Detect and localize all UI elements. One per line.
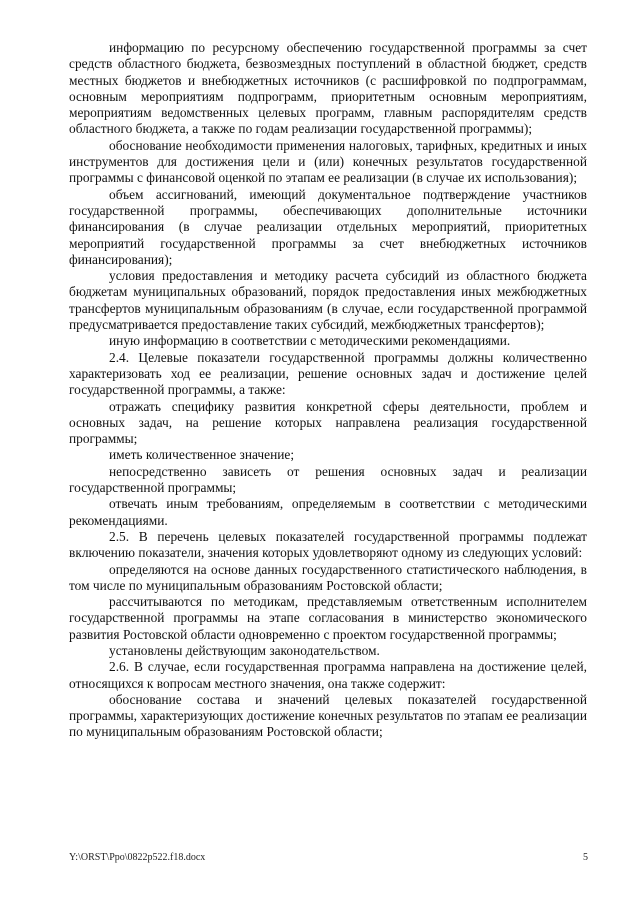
paragraph: иную информацию в соответствии с методическими рекомендациями. xyxy=(109,333,511,349)
paragraph: определяются на основе данных государственного статистического наблюдения, в том числе по муниципальным образованиям Ростовской области; xyxy=(69,561,587,593)
paragraph: отвечать иным требованиям, определяемым в соответствии с методическими рекомендациями. xyxy=(69,496,587,528)
paragraph: обоснование необходимости применения налоговых, тарифных, кредитных и иных инструментов для достижения цели и (или) конечных результатов государственной программы с финансовой оценкой по этапам ее реализации (в случае их использования); xyxy=(69,137,587,186)
paragraph: обоснование состава и значений целевых показателей государственной программы, характеризующих достижение конечных результатов по этапам ее реализации по муниципальным образованиям Ростовской области; xyxy=(69,691,587,740)
paragraph: информацию по ресурсному обеспечению государственной программы за счет средств областного бюджета, безвозмездных поступлений в областной бюджет, средств местных бюджетов и внебюджетных источников (с расшифровкой по подпрограммам, основным мероприятиям подпрограмм, приоритетным основным мероприятиям, мероприятиям ведомственных целевых программ, главным распорядителям средств областного бюджета, а также по годам реализации государственной программы); xyxy=(69,40,587,137)
paragraph: объем ассигнований, имеющий документальное подтверждение участников государственной программы, обеспечивающих дополнительные источники финансирования (в случае реализации отдельных мероприятий, приоритетных мероприятий государственной программы за счет внебюджетных источников финансирования); xyxy=(69,186,587,267)
document-body xyxy=(69,40,587,741)
paragraph-section-2-6: 2.6. В случае, если государственная программа направлена на достижение целей, относящихся к вопросам местного значения, она также содержит: xyxy=(69,659,587,691)
paragraph-section-2-5: 2.5. В перечень целевых показателей государственной программы подлежат включению показатели, значения которых удовлетворяют одному из следующих условий: xyxy=(69,528,587,561)
paragraph: непосредственно зависеть от решения основных задач и реализации государственной программы; xyxy=(69,463,587,496)
paragraph: установлены действующим законодательством. xyxy=(109,642,380,658)
paragraph: рассчитываются по методикам, представляемым ответственным исполнителем государственной программы на этапе согласования в министерство экономического развития Ростовской области одновременно с проектом государственной программы; xyxy=(69,594,587,642)
footer-file-path: Y:\ORST\Ppo\0822p522.f18.docx xyxy=(69,852,206,863)
paragraph: отражать специфику развития конкретной сферы деятельности, проблем и основных задач, на решение которых направлена реализация государственной программы; xyxy=(69,398,587,447)
paragraph: условия предоставления и методику расчета субсидий из областного бюджета бюджетам муниципальных образований, порядок предоставления иных межбюджетных трансфертов муниципальным образованиям (в случае, если государственной программой предусматривается предоставление таких субсидий, межбюджетных трансфертов); xyxy=(69,268,587,333)
paragraph-section-2-4: 2.4. Целевые показатели государственной программы должны количественно характеризовать ход ее реализации, решение основных задач и достижение целей государственной программы, а также: xyxy=(69,349,587,398)
page-number: 5 xyxy=(583,852,588,863)
paragraph: иметь количественное значение; xyxy=(109,447,295,463)
